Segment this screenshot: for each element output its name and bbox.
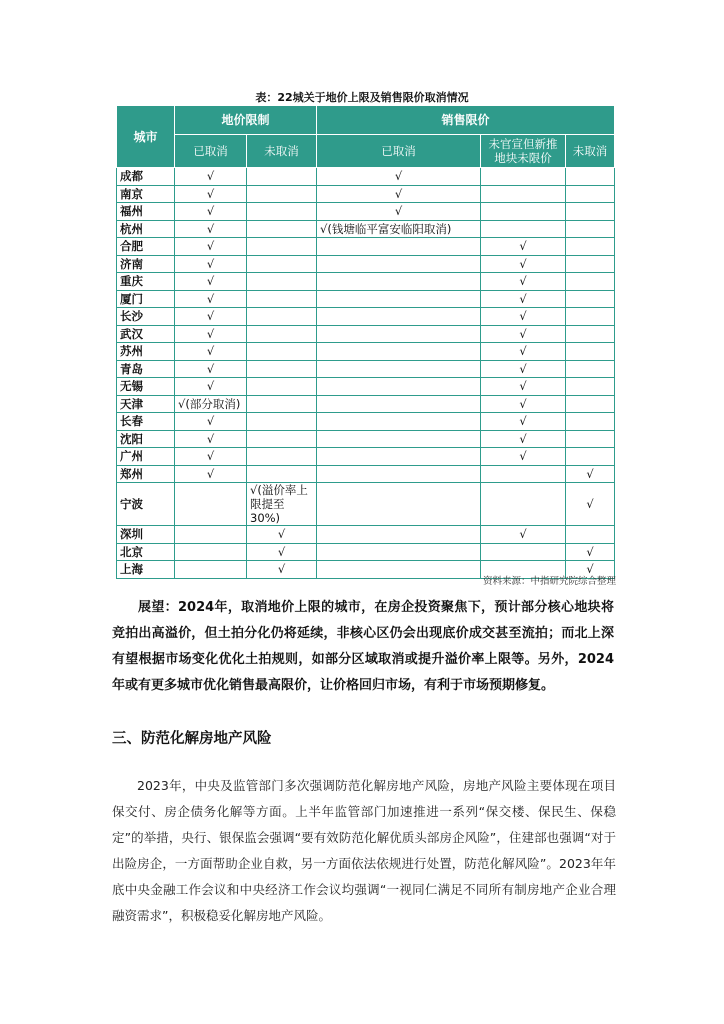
cell-city: 厦门 <box>117 290 175 308</box>
cell-c3 <box>317 255 481 273</box>
cell-c4: √ <box>481 290 566 308</box>
cell-city: 北京 <box>117 543 175 561</box>
cell-c4: √ <box>481 325 566 343</box>
cell-city: 青岛 <box>117 360 175 378</box>
cell-c3 <box>317 343 481 361</box>
cell-c3 <box>317 561 481 579</box>
cell-c1 <box>175 526 247 544</box>
cell-c4: √ <box>481 255 566 273</box>
cell-c2 <box>247 290 317 308</box>
cell-c4 <box>481 185 566 203</box>
cell-c1 <box>175 561 247 579</box>
cell-c2 <box>247 430 317 448</box>
cell-c5 <box>566 448 615 466</box>
cell-c5 <box>566 395 615 413</box>
cell-city: 广州 <box>117 448 175 466</box>
cell-c1: √ <box>175 220 247 238</box>
cell-city: 武汉 <box>117 325 175 343</box>
table-row <box>117 168 615 186</box>
cell-c4 <box>481 465 566 483</box>
table-caption: 表：22城关于地价上限及销售限价取消情况 <box>255 91 469 104</box>
cell-c1: √ <box>175 168 247 186</box>
section-heading: 三、防范化解房地产风险 <box>112 731 272 747</box>
header-land-price-limit: 地价限制 <box>175 106 317 135</box>
cell-c1: √ <box>175 203 247 221</box>
cell-c3: √ <box>317 203 481 221</box>
cell-c3 <box>317 325 481 343</box>
cell-c2 <box>247 448 317 466</box>
header-land-not-cancelled: 未取消 <box>247 135 317 168</box>
cell-c5: √ <box>566 561 615 579</box>
table-row <box>117 220 615 238</box>
cell-c1: √ <box>175 413 247 431</box>
cell-city: 沈阳 <box>117 430 175 448</box>
cell-c1: √ <box>175 185 247 203</box>
cell-c1 <box>175 483 247 526</box>
cell-c2: √(溢价率上限提至30%) <box>247 483 317 526</box>
cell-c4 <box>481 203 566 221</box>
cell-c4: √ <box>481 395 566 413</box>
header-sales-price-limit: 销售限价 <box>317 106 615 135</box>
table-row <box>117 526 615 544</box>
cell-c1 <box>175 543 247 561</box>
cell-c3 <box>317 483 481 526</box>
cell-c2: √ <box>247 526 317 544</box>
cell-c3 <box>317 290 481 308</box>
cell-c4: √ <box>481 413 566 431</box>
cell-c1: √ <box>175 360 247 378</box>
cell-c3 <box>317 308 481 326</box>
cell-c4: √ <box>481 308 566 326</box>
cell-c2 <box>247 273 317 291</box>
table-row <box>117 325 615 343</box>
cell-c1: √ <box>175 238 247 256</box>
cell-c5 <box>566 343 615 361</box>
cell-c3 <box>317 413 481 431</box>
table-row <box>117 360 615 378</box>
cell-c3 <box>317 238 481 256</box>
cell-c3 <box>317 543 481 561</box>
cell-city: 重庆 <box>117 273 175 291</box>
cell-city: 天津 <box>117 395 175 413</box>
cell-c1: √ <box>175 273 247 291</box>
cell-c1: √ <box>175 325 247 343</box>
cell-city: 长沙 <box>117 308 175 326</box>
cell-c3: √ <box>317 185 481 203</box>
header-sales-cancelled: 已取消 <box>317 135 481 168</box>
cell-c5 <box>566 413 615 431</box>
cell-city: 成都 <box>117 168 175 186</box>
table-row <box>117 255 615 273</box>
cell-c2 <box>247 220 317 238</box>
cell-c5 <box>566 378 615 396</box>
cell-c4: √ <box>481 448 566 466</box>
cell-c5: √ <box>566 543 615 561</box>
cell-c2 <box>247 465 317 483</box>
table-row <box>117 290 615 308</box>
cell-c1: √ <box>175 430 247 448</box>
cell-c1: √ <box>175 255 247 273</box>
cell-c4: √ <box>481 238 566 256</box>
cell-c5 <box>566 238 615 256</box>
cell-c1: √(部分取消) <box>175 395 247 413</box>
cell-c3 <box>317 526 481 544</box>
table-row <box>117 483 615 526</box>
cell-c4 <box>481 543 566 561</box>
cell-c2 <box>247 413 317 431</box>
cell-c2 <box>247 308 317 326</box>
cell-c2 <box>247 203 317 221</box>
table-row <box>117 308 615 326</box>
cell-c1: √ <box>175 308 247 326</box>
cell-c5 <box>566 185 615 203</box>
body-paragraph: 2023年，中央及监管部门多次强调防范化解房地产风险，房地产风险主要体现在项目保交付、房企债务化解等方面。上半年监管部门加速推进一系列“保交楼、保民生、保稳定”的举措，央行、银保监会强调“要有效防范化解优质头部房企风险”，住建部也强调“对于出险房企，一方面帮助企业自救，另一方面依法依规进行处置，防范化解风险”。2023年年底中央金融工作会议和中央经济工作会议均强调“一视同仁满足不同所有制房地产企业合理融资需求”，积极稳妥化解房地产风险。 <box>112 778 616 923</box>
cell-city: 无锡 <box>117 378 175 396</box>
cell-c2 <box>247 378 317 396</box>
cell-c4: √ <box>481 526 566 544</box>
cell-c4: √ <box>481 430 566 448</box>
cell-c3 <box>317 395 481 413</box>
cell-c2: √ <box>247 561 317 579</box>
cell-c5: √ <box>566 465 615 483</box>
table-row <box>117 203 615 221</box>
table-row <box>117 343 615 361</box>
cell-c2 <box>247 185 317 203</box>
cell-city: 苏州 <box>117 343 175 361</box>
city-policy-table <box>116 105 615 579</box>
cell-city: 郑州 <box>117 465 175 483</box>
cell-city: 深圳 <box>117 526 175 544</box>
table-row <box>117 465 615 483</box>
cell-c2 <box>247 325 317 343</box>
cell-c4: √ <box>481 343 566 361</box>
cell-c2 <box>247 343 317 361</box>
table-body <box>117 168 615 579</box>
header-land-cancelled: 已取消 <box>175 135 247 168</box>
cell-c5 <box>566 203 615 221</box>
cell-c4 <box>481 220 566 238</box>
cell-c3: √(钱塘临平富安临阳取消) <box>317 220 481 238</box>
cell-c5 <box>566 290 615 308</box>
cell-c5 <box>566 526 615 544</box>
cell-c2 <box>247 238 317 256</box>
cell-city: 济南 <box>117 255 175 273</box>
cell-c4: √ <box>481 360 566 378</box>
cell-c1: √ <box>175 448 247 466</box>
table-row <box>117 413 615 431</box>
cell-c2: √ <box>247 543 317 561</box>
cell-c2 <box>247 395 317 413</box>
cell-city: 长春 <box>117 413 175 431</box>
cell-c5 <box>566 360 615 378</box>
cell-c5 <box>566 220 615 238</box>
cell-c3 <box>317 430 481 448</box>
header-sales-not-cancelled: 未取消 <box>566 135 615 168</box>
cell-c2 <box>247 360 317 378</box>
table-row <box>117 238 615 256</box>
cell-c5 <box>566 325 615 343</box>
cell-c4: √ <box>481 273 566 291</box>
cell-city: 南京 <box>117 185 175 203</box>
cell-c5 <box>566 430 615 448</box>
cell-c3: √ <box>317 168 481 186</box>
table-row <box>117 430 615 448</box>
table-row <box>117 448 615 466</box>
cell-city: 杭州 <box>117 220 175 238</box>
cell-c1: √ <box>175 378 247 396</box>
source-note: 资料来源：中指研究院综合整理 <box>482 576 616 587</box>
cell-c2 <box>247 255 317 273</box>
cell-c2 <box>247 168 317 186</box>
cell-c5: √ <box>566 483 615 526</box>
table-row <box>117 543 615 561</box>
cell-c5 <box>566 255 615 273</box>
table-row <box>117 378 615 396</box>
cell-c3 <box>317 273 481 291</box>
cell-c5 <box>566 308 615 326</box>
cell-c5 <box>566 273 615 291</box>
cell-c4 <box>481 483 566 526</box>
cell-c4 <box>481 168 566 186</box>
cell-city: 上海 <box>117 561 175 579</box>
cell-c5 <box>566 168 615 186</box>
cell-c3 <box>317 360 481 378</box>
cell-city: 福州 <box>117 203 175 221</box>
cell-city: 合肥 <box>117 238 175 256</box>
table-row <box>117 185 615 203</box>
table-row <box>117 395 615 413</box>
header-city: 城市 <box>117 106 175 168</box>
cell-c3 <box>317 378 481 396</box>
cell-c3 <box>317 465 481 483</box>
cell-city: 宁波 <box>117 483 175 526</box>
header-sales-new-unlimited: 未官宣但新推地块未限价 <box>481 135 566 168</box>
cell-c1: √ <box>175 343 247 361</box>
cell-c3 <box>317 448 481 466</box>
cell-c4: √ <box>481 378 566 396</box>
table-row <box>117 273 615 291</box>
cell-c1: √ <box>175 290 247 308</box>
outlook-paragraph: 展望：2024年，取消地价上限的城市，在房企投资聚焦下，预计部分核心地块将竞拍出高溢价，但土拍分化仍将延续，非核心区仍会出现底价成交甚至流拍；而北上深有望根据市场变化优化土拍规则，如部分区域取消或提升溢价率上限等。另外，2024年或有更多城市优化销售最高限价，让价格回归市场，有利于市场预期修复。 <box>112 600 614 693</box>
cell-c1: √ <box>175 465 247 483</box>
